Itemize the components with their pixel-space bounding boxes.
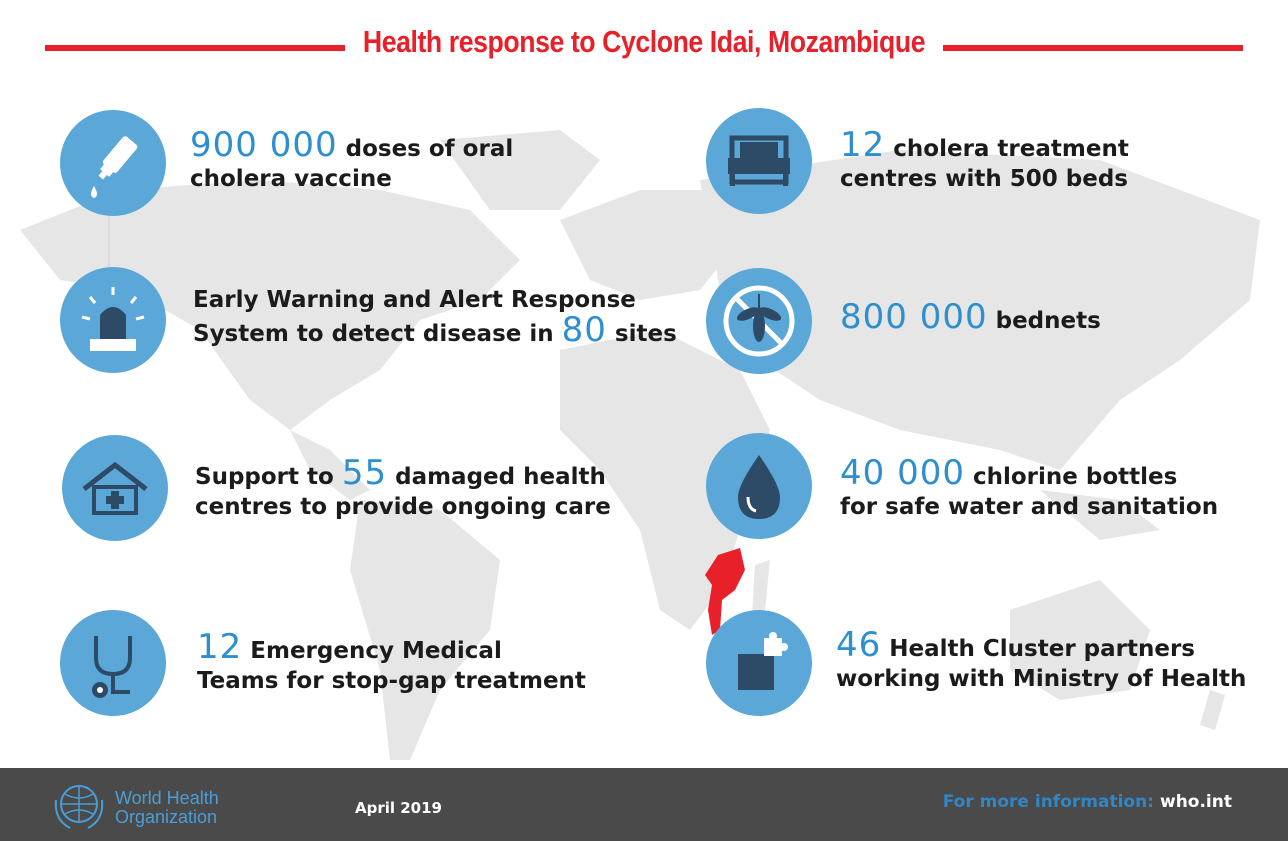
stat-text: centres with 500 beds bbox=[840, 166, 1128, 192]
puzzle-icon bbox=[706, 610, 812, 716]
stat-health-centres bbox=[195, 453, 611, 522]
stat-text: bednets bbox=[987, 308, 1101, 334]
stat-text: Emergency Medical bbox=[242, 638, 502, 664]
vaccine-bottle-icon bbox=[60, 110, 166, 216]
stat-oral-vaccine bbox=[190, 125, 514, 194]
more-info-label: For more information: bbox=[942, 792, 1154, 812]
stat-text: chlorine bottles bbox=[964, 464, 1178, 490]
footer bbox=[0, 768, 1288, 841]
stat-text: damaged health bbox=[387, 464, 606, 490]
who-name bbox=[115, 789, 219, 827]
stat-text: for safe water and sanitation bbox=[840, 494, 1219, 520]
stat-text: Early Warning and Alert Response bbox=[193, 287, 636, 313]
stat-number: 80 bbox=[561, 310, 607, 350]
mosquito-net-icon bbox=[706, 268, 812, 374]
stat-number: 55 bbox=[341, 453, 388, 493]
stat-number: 40 000 bbox=[840, 453, 965, 493]
health-centre-icon bbox=[62, 435, 168, 541]
stat-number: 800 000 bbox=[840, 297, 988, 337]
page-title: Health response to Cyclone Idai, Mozambique bbox=[362, 24, 926, 59]
stat-text: System to detect disease in bbox=[193, 321, 562, 347]
stat-text: cholera treatment bbox=[885, 136, 1129, 162]
who-website-link[interactable]: who.int bbox=[1159, 792, 1232, 812]
stat-text: working with Ministry of Health bbox=[836, 666, 1247, 692]
stat-number: 12 bbox=[197, 627, 243, 667]
stat-text: Health Cluster partners bbox=[881, 636, 1195, 662]
stat-number: 12 bbox=[840, 125, 886, 165]
more-info bbox=[943, 792, 1232, 812]
connector-line bbox=[108, 215, 110, 270]
org-line: Organization bbox=[115, 807, 218, 827]
stat-bednets bbox=[840, 297, 1101, 337]
stat-treatment-centres bbox=[840, 125, 1129, 194]
date-label: April 2019 bbox=[355, 799, 442, 817]
stat-emergency-teams bbox=[197, 627, 586, 696]
stat-number: 900 000 bbox=[190, 125, 338, 165]
stat-text: centres to provide ongoing care bbox=[195, 494, 611, 520]
stat-text: Teams for stop-gap treatment bbox=[197, 668, 586, 694]
org-line: World Health bbox=[115, 788, 219, 808]
stat-early-warning bbox=[193, 285, 677, 349]
title-bar bbox=[0, 0, 1288, 100]
stat-cluster-partners bbox=[836, 625, 1247, 694]
stat-text: cholera vaccine bbox=[190, 166, 392, 192]
water-drop-icon bbox=[706, 433, 812, 539]
bed-icon bbox=[706, 108, 812, 214]
who-emblem-logo bbox=[50, 780, 108, 832]
stat-number: 46 bbox=[836, 625, 882, 665]
stat-chlorine bbox=[840, 453, 1219, 522]
stethoscope-icon bbox=[60, 610, 166, 716]
stat-text: doses of oral bbox=[337, 136, 514, 162]
stat-text: Support to bbox=[195, 464, 342, 490]
alarm-siren-icon bbox=[60, 267, 166, 373]
stat-text: sites bbox=[606, 321, 677, 347]
